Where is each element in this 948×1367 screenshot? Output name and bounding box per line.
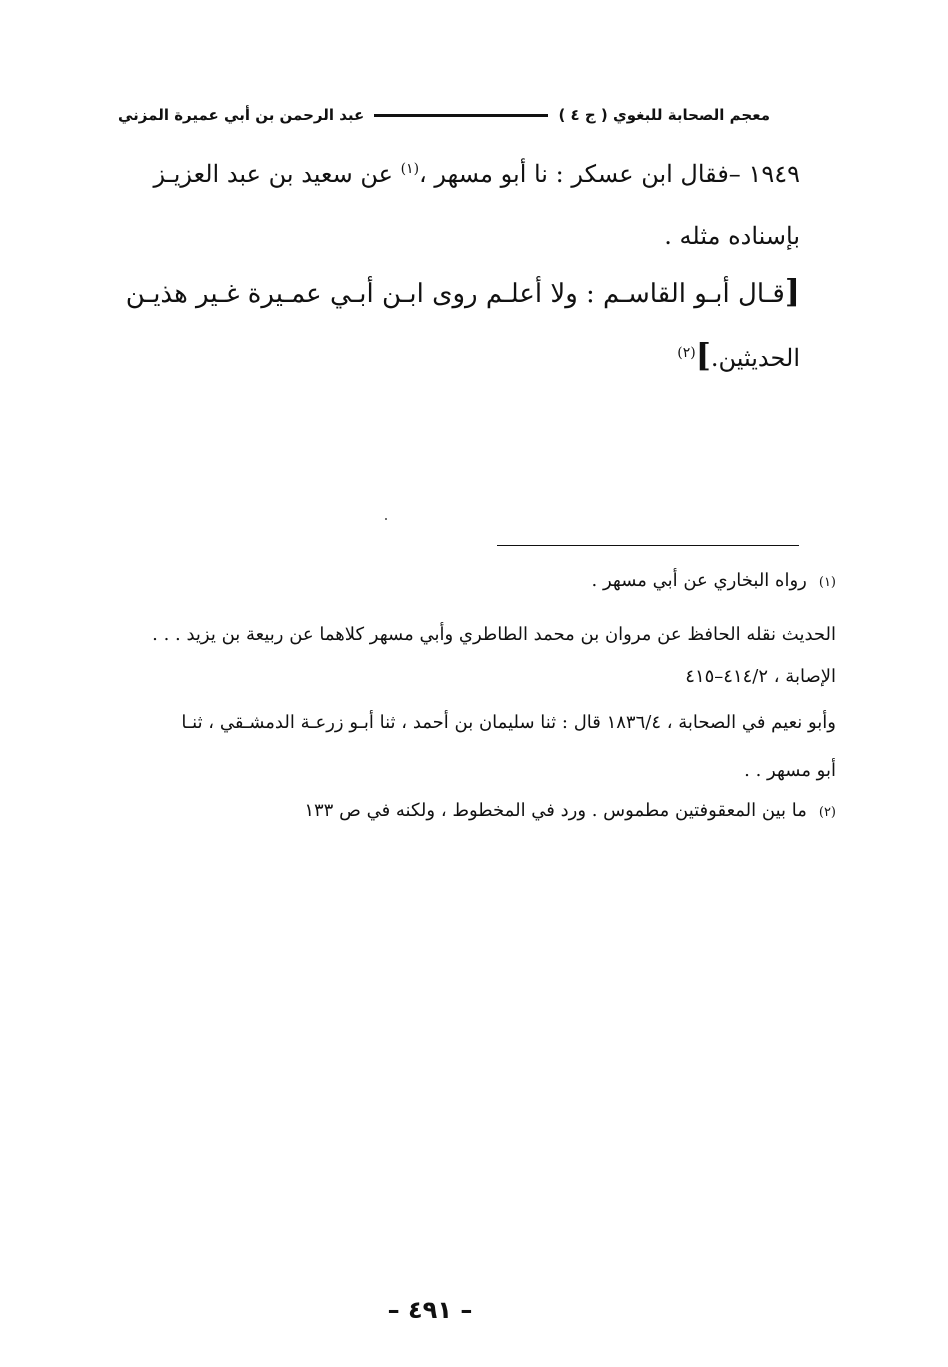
close-bracket: ] bbox=[695, 336, 711, 374]
hadith-line-1-text: ١٩٤٩ –فقال ابن عسكر : نا أبو مسهر ، bbox=[419, 160, 800, 188]
footnote-1-text: رواه البخاري عن أبي مسهر . bbox=[591, 570, 807, 591]
page-number: – ٤٩١ – bbox=[387, 1296, 473, 1324]
commentary-line-1-text: قـال أبـو القاسـم : ولا أعلـم روى ابـن أبـي عمـيرة غـير هذيـن bbox=[125, 279, 785, 309]
footnote-2-text: ما بين المعقوفتين مطموس . ورد في المخطوط ، ولكنه في ص ١٣٣ bbox=[304, 800, 807, 821]
commentary-line-2-text: الحديثين. bbox=[710, 344, 800, 372]
footnote-ref-2: (٢) bbox=[677, 345, 696, 361]
footnote-2-number: (٢) bbox=[818, 805, 836, 820]
footnote-ref-1: (١) bbox=[400, 161, 420, 177]
commentary-line-1 bbox=[110, 272, 800, 310]
footnote-1-line-2: الحديث نقله الحافظ عن مروان بن محمد الطاطري وأبي مسهر كلاهما عن ربيعة بن يزيد . . . bbox=[152, 624, 836, 645]
speck bbox=[385, 518, 387, 520]
running-header bbox=[118, 100, 770, 130]
header-entry-title: عبد الرحمن بن أبي عميرة المزني bbox=[118, 106, 365, 124]
header-book-title: معجم الصحابة للبغوي ( ج ٤ ) bbox=[558, 106, 770, 124]
footnote-1-line-4: وأبو نعيم في الصحابة ، ١٨٣٦/٤ قال : ثنا سليمان بن أحمد ، ثنا أبـو زرعـة الدمشـقي ، ثنـا bbox=[181, 712, 836, 733]
hadith-line-1 bbox=[110, 160, 800, 189]
footnote-1 bbox=[76, 570, 836, 592]
footnote-1-line-3: الإصابة ، ٤١٤/٢–٤١٥ bbox=[685, 666, 836, 687]
footnote-2 bbox=[76, 800, 836, 822]
commentary-line-2 bbox=[110, 336, 800, 374]
hadith-line-2: بإسناده مثله . bbox=[664, 222, 800, 250]
header-rule bbox=[374, 114, 548, 117]
footnote-1-number: (١) bbox=[818, 575, 836, 590]
footnote-1-line-5: أبو مسهر . . bbox=[744, 760, 836, 781]
open-bracket: [ bbox=[784, 272, 800, 310]
footnote-divider bbox=[497, 545, 799, 546]
hadith-line-1-end: عن سعيد بن عبد العزيـز bbox=[153, 160, 401, 188]
